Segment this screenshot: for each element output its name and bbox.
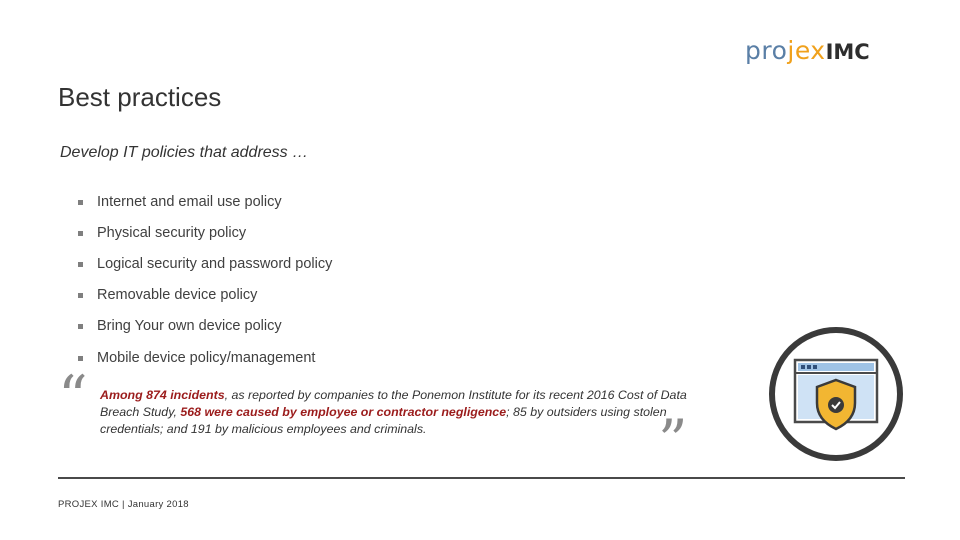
logo-part-jex: jex [787, 36, 826, 65]
page-subtitle: Develop IT policies that address … [60, 144, 309, 161]
quote-segment: , as reported by companies to the Ponemon Institute for its recent 2016 Cost of Data Breach Study, [100, 388, 687, 419]
list-item-text: Physical security policy [97, 224, 247, 241]
bullet-square-icon [78, 231, 83, 236]
quote-highlight-negligence: 568 were caused by employee or contractor negligence [180, 405, 507, 419]
list-item [78, 217, 332, 248]
bullet-square-icon [78, 324, 83, 329]
quote-text [100, 387, 700, 438]
list-item-text: Removable device policy [97, 287, 258, 304]
list-item [78, 342, 332, 373]
footer-divider [58, 477, 905, 479]
security-shield-browser-icon [767, 325, 905, 463]
list-item-text: Bring Your own device policy [97, 318, 282, 335]
open-quote-icon: “ [58, 363, 88, 431]
bullet-square-icon [78, 262, 83, 267]
list-item-text: Internet and email use policy [97, 193, 282, 210]
quote-highlight-incidents: Among 874 incidents [100, 388, 225, 402]
bullet-square-icon [78, 293, 83, 298]
list-item [78, 311, 332, 342]
footer-text: PROJEX IMC | January 2018 [58, 499, 189, 510]
quote-segment: ; 85 by outsiders using stolen credentials; and 191 by malicious employees and criminals. [100, 405, 667, 436]
page-title: Best practices [58, 82, 222, 112]
list-item [78, 280, 332, 311]
projex-imc-logo [745, 38, 870, 63]
list-item [78, 248, 332, 279]
policy-list [78, 186, 332, 373]
bullet-square-icon [78, 200, 83, 205]
list-item-text: Mobile device policy/management [97, 349, 316, 366]
list-item-text: Logical security and password policy [97, 255, 333, 272]
list-item [78, 186, 332, 217]
logo-part-imc: IMC [825, 40, 870, 64]
bullet-square-icon [78, 356, 83, 361]
logo-part-pro: pro [745, 36, 788, 65]
close-quote-icon: ” [658, 407, 688, 475]
